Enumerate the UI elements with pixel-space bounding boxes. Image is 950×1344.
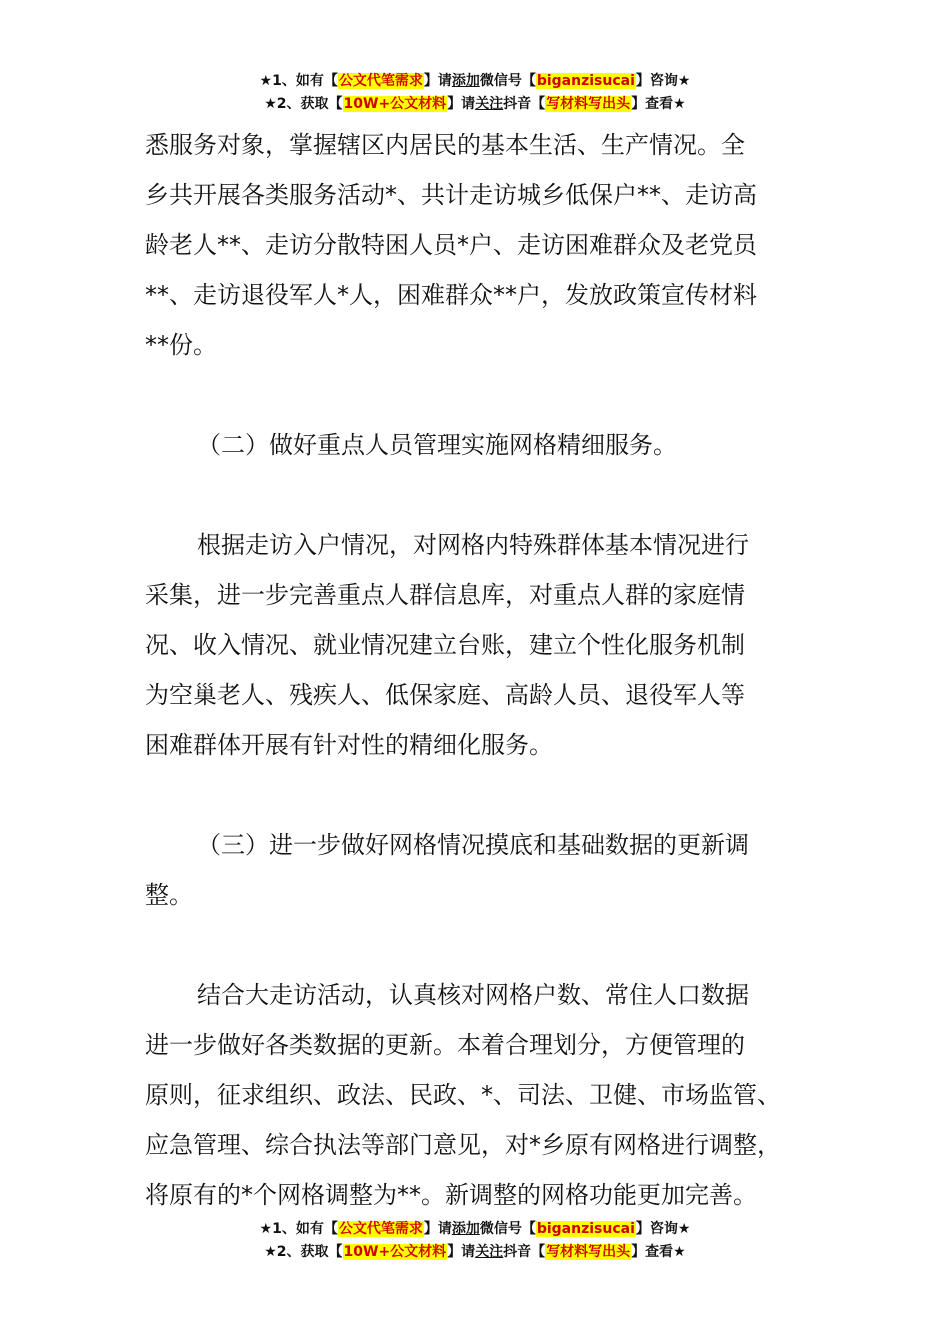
banner-highlight: biganzisucai [536, 1221, 635, 1237]
banner-highlight: 10W+公文材料 [343, 96, 447, 112]
banner-line-1: ★1、如有【公文代笔需求】请添加微信号【biganzisucai】咨询★ [259, 1221, 691, 1237]
paragraph-1: 悉服务对象，掌握辖区内居民的基本生活、生产情况。全 乡共开展各类服务活动*、共计走访城乡低保户**、走访高 龄老人**、走访分散特困人员*户、走访困难群众及老党员 **、走访退役军人*人，困难群众**户，发放政策宣传材料 **份。 [145, 131, 757, 359]
banner-highlight: biganzisucai [536, 73, 635, 89]
section-heading-3: （三）进一步做好网格情况摸底和基础数据的更新调 整。 [145, 831, 749, 909]
banner-line-2: ★2、获取【10W+公文材料】请关注抖音【写材料写出头】查看★ [264, 96, 686, 112]
document-body [145, 120, 835, 1220]
banner-line-2: ★2、获取【10W+公文材料】请关注抖音【写材料写出头】查看★ [264, 1244, 686, 1260]
banner-highlight: 10W+公文材料 [343, 1244, 447, 1260]
banner-highlight: 公文代笔需求 [338, 73, 423, 89]
section-heading-2: （二）做好重点人员管理实施网格精细服务。 [197, 431, 677, 459]
banner-highlight: 写材料写出头 [546, 1244, 631, 1260]
banner-highlight: 公文代笔需求 [338, 1221, 423, 1237]
footer-banner [0, 1218, 950, 1264]
header-banner [0, 70, 950, 116]
paragraph-3: 结合大走访活动，认真核对网格户数、常住人口数据 进一步做好各类数据的更新。本着合理划分，方便管理的 原则，征求组织、政法、民政、*、司法、卫健、市场监管、 应急管理、综合执法等部门意见，对*乡原有网格进行调整， 将原有的*个网格调整为**。新调整的网格功能更加完善。 [145, 981, 781, 1209]
paragraph-2: 根据走访入户情况，对网格内特殊群体基本情况进行 采集，进一步完善重点人群信息库，对重点人群的家庭情 况、收入情况、就业情况建立台账，建立个性化服务机制 为空巢老人、残疾人、低保家庭、高龄人员、退役军人等 困难群体开展有针对性的精细化服务。 [145, 531, 749, 759]
banner-line-1: ★1、如有【公文代笔需求】请添加微信号【biganzisucai】咨询★ [259, 73, 691, 89]
banner-highlight: 写材料写出头 [546, 96, 631, 112]
